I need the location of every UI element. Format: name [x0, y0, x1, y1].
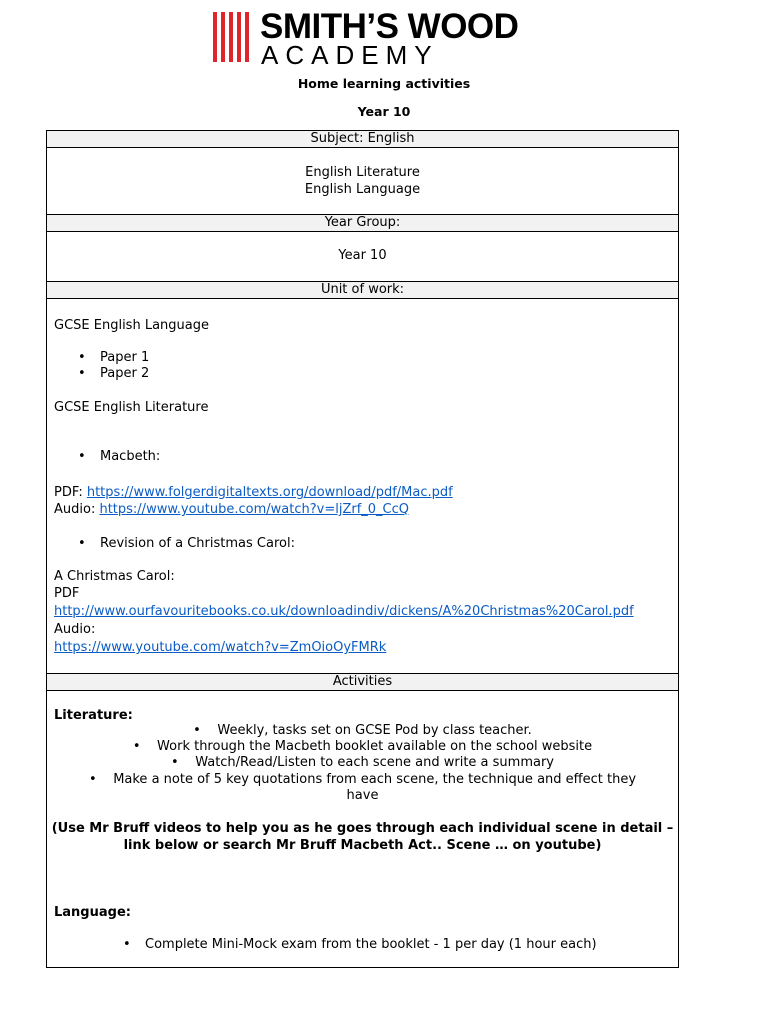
- literature-label: Literature:: [54, 708, 133, 723]
- language-title: GCSE English Language: [54, 318, 209, 333]
- carol-pdf-line: [54, 603, 634, 620]
- carol-audio-label: Audio:: [54, 622, 96, 637]
- paper-2-item: • Paper 2: [78, 366, 150, 381]
- literature-task-4-continued: have: [346, 788, 379, 803]
- unit-header: Unit of work:: [47, 281, 678, 299]
- macbeth-item: • Macbeth:: [78, 449, 161, 464]
- logo-subtitle: ACADEMY: [261, 40, 439, 70]
- language-task-1: • Complete Mini-Mock exam from the booklet - 1 per day (1 hour each): [123, 937, 597, 952]
- page-year: Year 10: [357, 104, 411, 119]
- activities-header: Activities: [47, 673, 678, 691]
- literature-title: GCSE English Literature: [54, 400, 209, 415]
- carol-revision-item: • Revision of a Christmas Carol:: [78, 536, 295, 551]
- carol-title: A Christmas Carol:: [54, 569, 175, 584]
- paper-1-item: • Paper 1: [78, 350, 150, 365]
- academy-logo: [213, 7, 558, 70]
- language-label: Language:: [54, 905, 131, 920]
- year-group-header: Year Group:: [47, 214, 678, 232]
- macbeth-pdf-line: PDF: https://www.folgerdigitaltexts.org/download/pdf/Mac.pdf: [54, 485, 453, 500]
- literature-task-2: • Work through the Macbeth booklet available on the school website: [132, 739, 593, 754]
- literature-task-4: • Make a note of 5 key quotations from each scene, the technique and effect they: [88, 772, 637, 787]
- subject-literature: English Literature: [305, 165, 420, 180]
- subject-header: Subject: English: [47, 130, 678, 148]
- carol-pdf-link[interactable]: http://www.ourfavouritebooks.co.uk/downloadindiv/dickens/A%20Christmas%20Carol.pdf: [54, 604, 634, 619]
- year-group-value: Year 10: [338, 248, 387, 263]
- page-title: Home learning activities: [297, 76, 471, 91]
- carol-audio-line: [54, 639, 386, 656]
- macbeth-audio-line: Audio: https://www.youtube.com/watch?v=ljZrf_0_CcQ: [54, 502, 409, 517]
- carol-audio-link[interactable]: https://www.youtube.com/watch?v=ZmOioOyFMRk: [54, 640, 387, 655]
- macbeth-pdf-link[interactable]: https://www.folgerdigitaltexts.org/download/pdf/Mac.pdf: [86, 485, 453, 500]
- carol-pdf-label: PDF: [54, 586, 80, 601]
- bruff-note-line-1: (Use Mr Bruff videos to help you as he goes through each individual scene in detail –: [51, 821, 674, 836]
- logo-name: SMITH’S WOOD: [260, 7, 519, 46]
- macbeth-audio-link[interactable]: https://www.youtube.com/watch?v=ljZrf_0_CcQ: [99, 502, 409, 517]
- literature-task-1: • Weekly, tasks set on GCSE Pod by class teacher.: [193, 723, 532, 738]
- activities-table: [46, 130, 679, 968]
- subject-language: English Language: [304, 182, 421, 197]
- literature-task-3: • Watch/Read/Listen to each scene and write a summary: [171, 755, 554, 770]
- bruff-note-line-2: link below or search Mr Bruff Macbeth Act.. Scene … on youtube): [123, 838, 602, 853]
